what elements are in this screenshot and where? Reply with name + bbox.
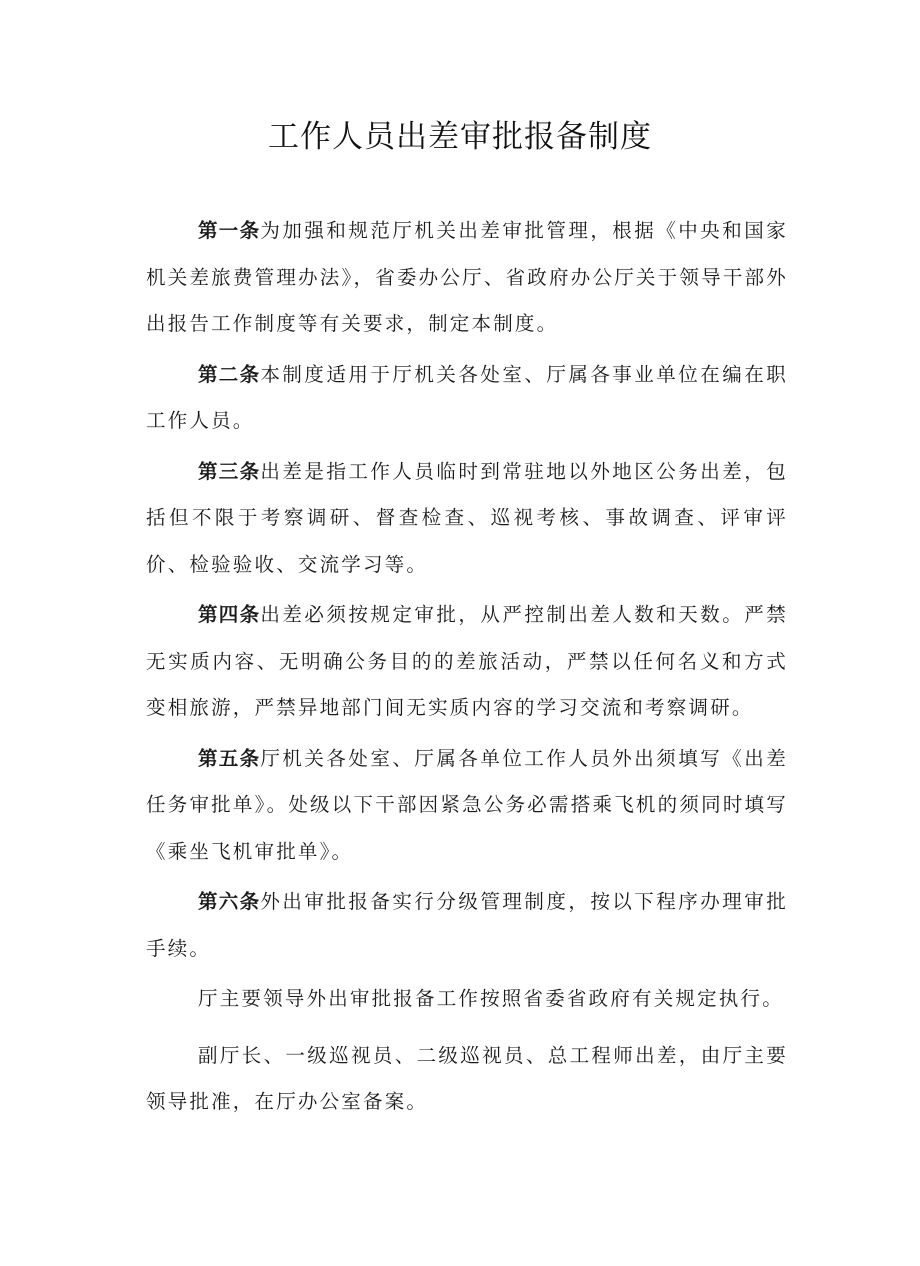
paragraph-deputy-leaders	[146, 1033, 788, 1126]
article-label: 第四条	[198, 603, 261, 626]
paragraph-text: 厅主要领导外出审批报备工作按照省委省政府有关规定执行。	[198, 987, 784, 1010]
article-label: 第一条	[198, 219, 261, 242]
article-text: 出差必须按规定审批，从严控制出差人数和天数。严禁无实质内容、无明确公务目的的差旅活动，严禁以任何名义和方式变相旅游，严禁异地部门间无实质内容的学习交流和考察调研。	[146, 603, 788, 719]
paragraph-text: 副厅长、一级巡视员、二级巡视员、总工程师出差，由厅主要领导批准，在厅办公室备案。	[146, 1043, 788, 1113]
article-1	[146, 208, 788, 348]
document-title: 工作人员出差审批报备制度	[268, 119, 652, 155]
article-text: 为加强和规范厅机关出差审批管理，根据《中央和国家机关差旅费管理办法》，省委办公厅、省政府办公厅关于领导干部外出报告工作制度等有关要求，制定本制度。	[146, 219, 788, 335]
article-text: 厅机关各处室、厅属各单位工作人员外出须填写《出差任务审批单》。处级以下干部因紧急公务必需搭乘飞机的须同时填写《乘坐飞机审批单》。	[146, 746, 788, 863]
article-text: 外出审批报备实行分级管理制度，按以下程序办理审批手续。	[146, 890, 788, 960]
article-label: 第六条	[198, 890, 261, 913]
paragraph-main-leader	[146, 976, 788, 1023]
article-label: 第二条	[198, 362, 261, 386]
article-3	[146, 449, 788, 589]
article-2	[146, 352, 788, 445]
article-label: 第五条	[198, 746, 261, 770]
article-text: 本制度适用于厅机关各处室、厅属各事业单位在编在职工作人员。	[146, 362, 788, 432]
article-6	[146, 879, 788, 972]
article-5	[146, 736, 788, 876]
article-label: 第三条	[198, 459, 261, 483]
document-body	[146, 208, 788, 1130]
article-text: 出差是指工作人员临时到常驻地以外地区公务出差，包括但不限于考察调研、督查检查、巡视考核、事故调查、评审评价、检验验收、交流学习等。	[146, 459, 788, 576]
article-4	[146, 592, 788, 732]
